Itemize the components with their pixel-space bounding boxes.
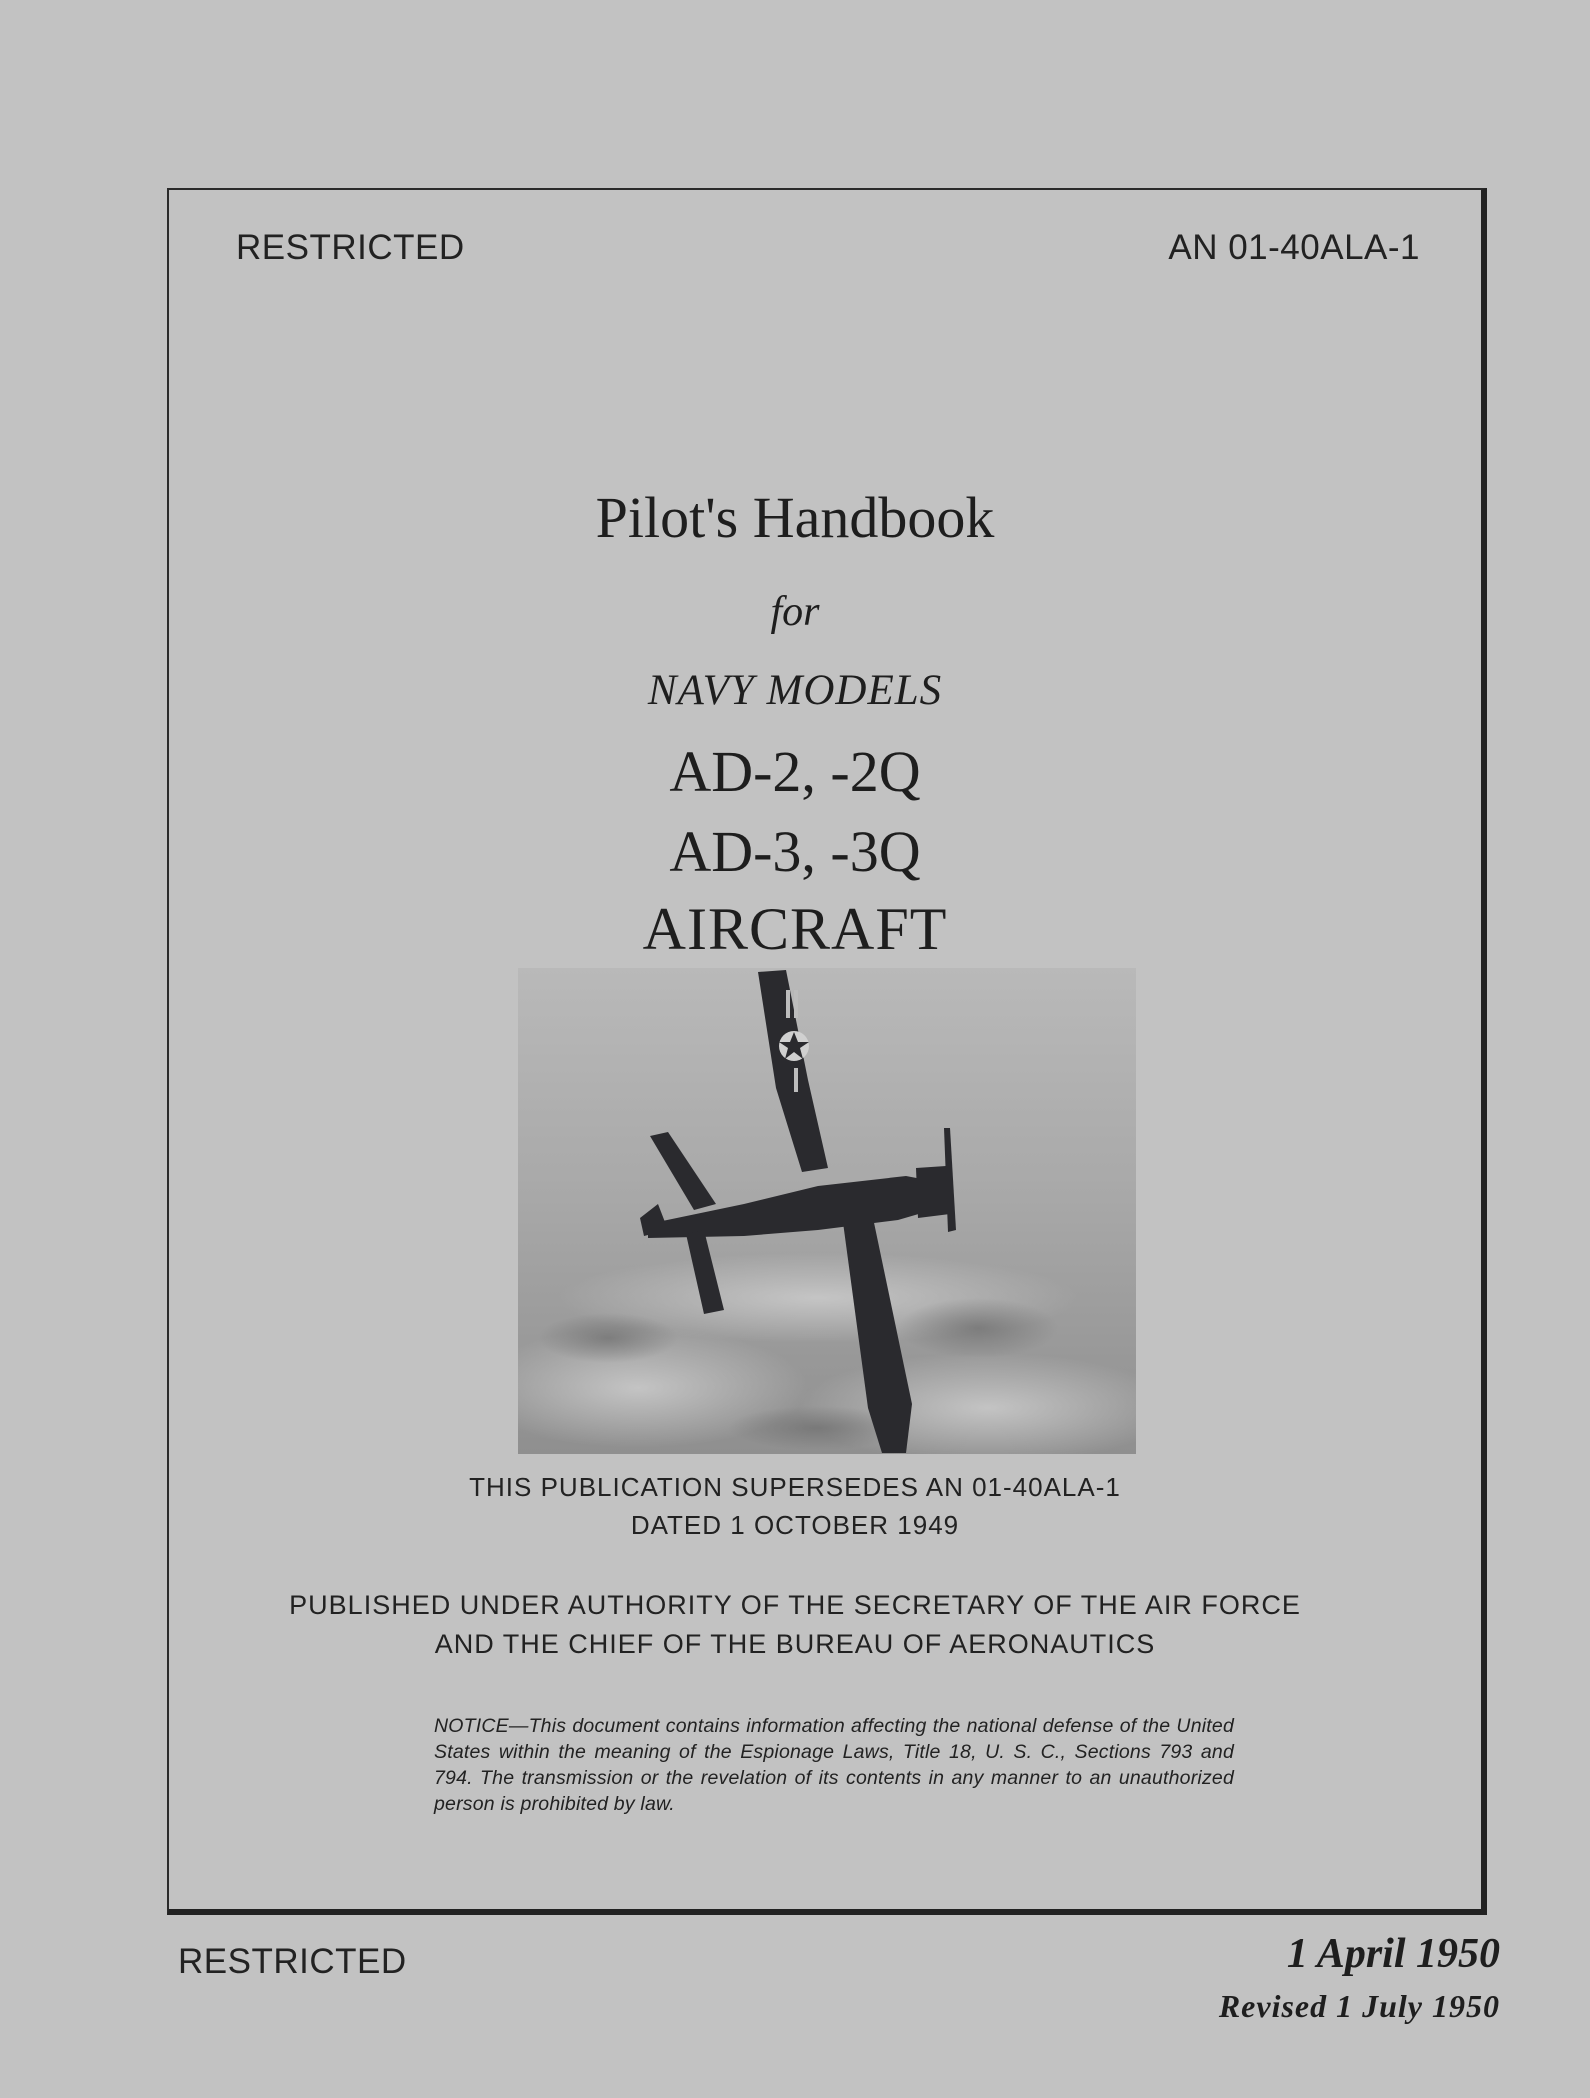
document-number: AN 01-40ALA-1 — [1168, 228, 1420, 267]
navy-models-heading: NAVY MODELS — [647, 667, 943, 714]
model-line-1: AD-2, -2Q — [669, 739, 921, 804]
authority-line-2: AND THE CHIEF OF THE BUREAU OF AERONAUTICS — [434, 1629, 1156, 1659]
authority-line-1: PUBLISHED UNDER AUTHORITY OF THE SECRETARY OF THE AIR FORCE — [289, 1590, 1301, 1620]
aircraft-photo — [518, 968, 1136, 1454]
supersedes-line-2: DATED 1 OCTOBER 1949 — [630, 1510, 960, 1540]
cloud-shadow — [898, 1298, 1058, 1358]
classification-bottom: RESTRICTED — [178, 1942, 407, 1981]
cloud-shadow — [538, 1313, 678, 1363]
revision-date: Revised 1 July 1950 — [1218, 1988, 1500, 2024]
model-line-2: AD-3, -3Q — [669, 819, 921, 884]
espionage-notice: NOTICE—This document contains information affecting the national defense of the United States within the meaning of the Espionage Laws, Title 18, U. S. C., Sections 793 and 794. The transmission or the revelation of its contents in any manner to an unauthorized person is prohibited by law. — [434, 1715, 1234, 1815]
title-for: for — [770, 589, 820, 635]
publication-date: 1 April 1950 — [1286, 1931, 1500, 1977]
supersedes-line-1: THIS PUBLICATION SUPERSEDES AN 01-40ALA-1 — [469, 1472, 1121, 1502]
classification-top: RESTRICTED — [236, 228, 465, 267]
aircraft-heading: AIRCRAFT — [642, 896, 948, 962]
handbook-title: Pilot's Handbook — [595, 485, 995, 550]
